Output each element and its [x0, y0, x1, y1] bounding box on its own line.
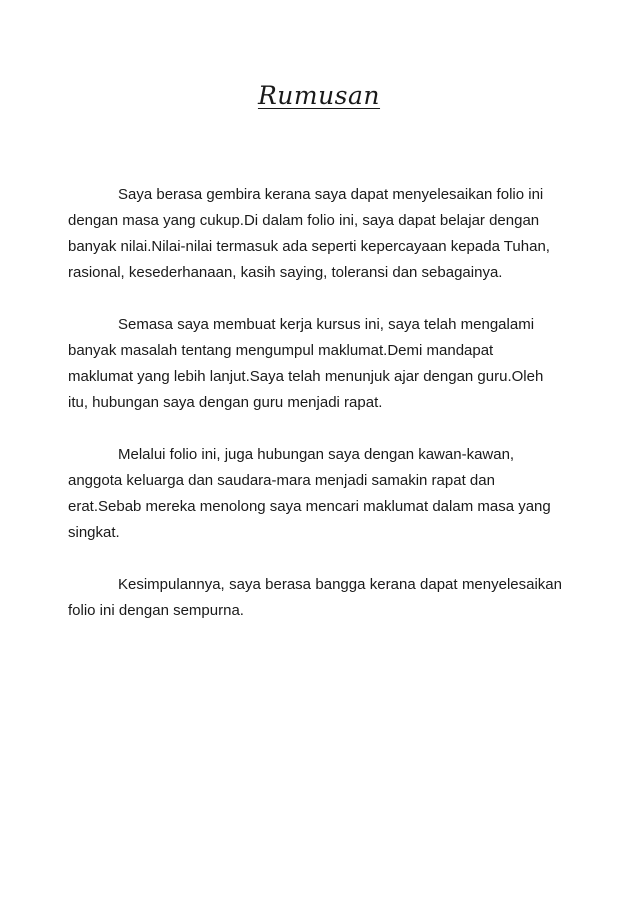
paragraph-2: Semasa saya membuat kerja kursus ini, saya telah mengalami banyak masalah tentang mengumpul maklumat.Demi mandapat maklumat yang lebih lanjut.Saya telah menunjuk ajar dengan guru.Oleh itu, hubungan saya dengan guru menjadi rapat. [68, 316, 544, 411]
document-body [68, 182, 562, 650]
document-title-text: Rumusan [257, 81, 381, 110]
paragraph-4: Kesimpulannya, saya berasa bangga kerana dapat menyelesaikan folio ini dengan sempurna. [68, 576, 562, 619]
paragraph-3: Melalui folio ini, juga hubungan saya dengan kawan-kawan, anggota keluarga dan saudara-mara menjadi samakin rapat dan erat.Sebab mereka menolong saya mencari maklumat dalam masa yang singkat. [68, 446, 551, 541]
paragraph-1: Saya berasa gembira kerana saya dapat menyelesaikan folio ini dengan masa yang cukup.Di dalam folio ini, saya dapat belajar dengan banyak nilai.Nilai-nilai termasuk ada seperti kepercayaan kepada Tuhan, rasional, kesederhanaan, kasih saying, toleransi dan sebagainya. [68, 186, 550, 281]
document-title [0, 80, 638, 112]
